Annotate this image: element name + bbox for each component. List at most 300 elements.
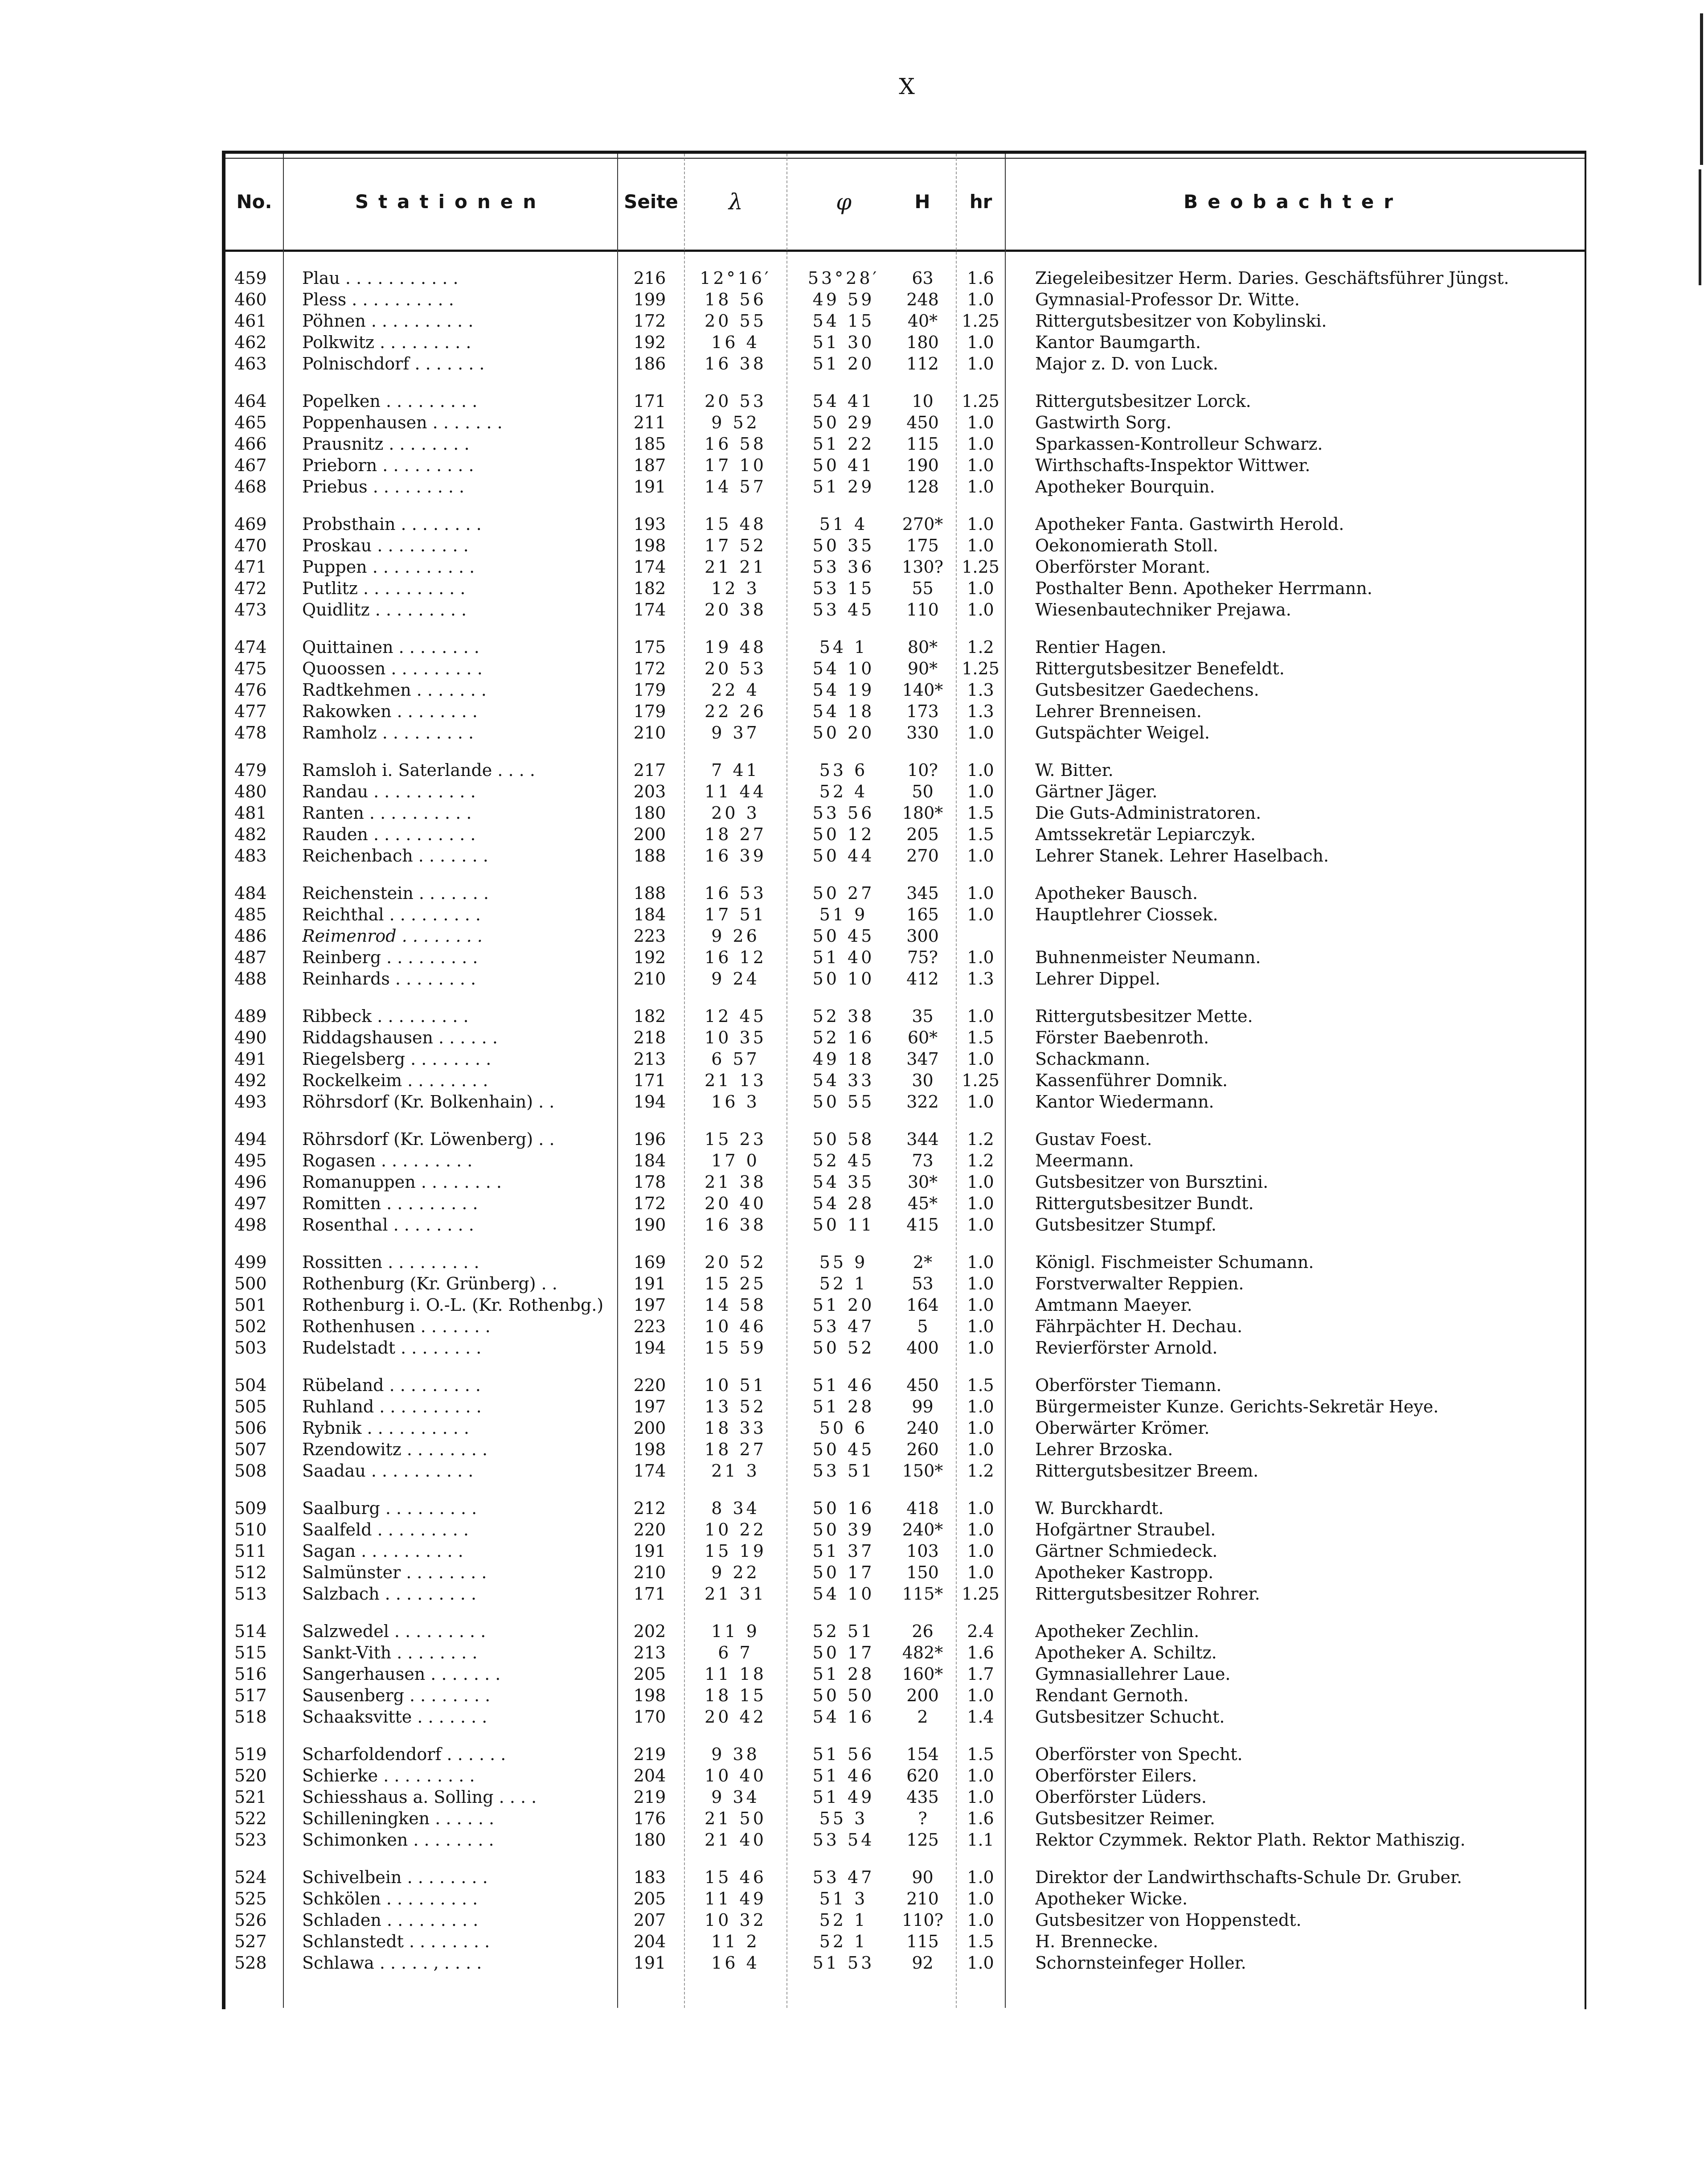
observer: Gutsbesitzer von Hoppenstedt. xyxy=(1035,1910,1302,1930)
elevation: 270* xyxy=(902,514,943,534)
longitude: 16 4 xyxy=(711,332,760,352)
station-number: 476 xyxy=(234,680,267,700)
latitude: 53°28′ xyxy=(807,268,880,288)
table-row xyxy=(226,1273,1581,1294)
longitude: 6 57 xyxy=(711,1049,760,1069)
longitude: 11 44 xyxy=(704,782,766,801)
latitude: 50 55 xyxy=(812,1092,875,1112)
longitude: 21 40 xyxy=(704,1830,766,1850)
station-number: 506 xyxy=(234,1418,267,1438)
longitude: 9 38 xyxy=(711,1744,760,1764)
observer: Oberförster Lüders. xyxy=(1035,1787,1207,1807)
table-row xyxy=(226,455,1581,476)
station-number: 461 xyxy=(234,311,267,331)
latitude: 53 47 xyxy=(812,1317,875,1336)
observer: Apotheker Kastropp. xyxy=(1035,1563,1214,1582)
table-row xyxy=(226,310,1581,332)
page-ref: 174 xyxy=(633,557,666,577)
station-name: Poppenhausen . . . . . . . xyxy=(302,413,503,432)
gauge-height: 1.0 xyxy=(967,1953,994,1973)
latitude: 54 1 xyxy=(819,637,868,657)
observer: Rittergutsbesitzer von Kobylinski. xyxy=(1035,311,1327,331)
observer: Meermann. xyxy=(1035,1151,1134,1170)
longitude: 18 15 xyxy=(704,1686,766,1705)
latitude: 52 1 xyxy=(819,1932,868,1951)
elevation: 205 xyxy=(906,825,939,844)
table-row xyxy=(226,390,1581,412)
elevation: 180 xyxy=(906,332,939,352)
latitude: 51 56 xyxy=(812,1744,875,1764)
observer: Oberförster von Specht. xyxy=(1035,1744,1243,1764)
table-row xyxy=(226,1867,1581,1888)
station-number: 492 xyxy=(234,1071,267,1090)
page-ref: 212 xyxy=(633,1498,666,1518)
latitude: 50 10 xyxy=(812,969,875,989)
gauge-height: 1.5 xyxy=(967,1375,994,1395)
station-number: 489 xyxy=(234,1006,267,1026)
gauge-height: 1.0 xyxy=(967,1889,994,1908)
longitude: 9 26 xyxy=(711,926,760,946)
page-ref: 200 xyxy=(633,825,666,844)
station-name: Putlitz . . . . . . . . . . xyxy=(302,579,466,598)
station-name: Schladen . . . . . . . . . xyxy=(302,1910,479,1930)
latitude: 50 29 xyxy=(812,413,875,432)
page-ref: 191 xyxy=(633,1953,666,1973)
elevation: 240* xyxy=(902,1520,943,1539)
latitude: 52 1 xyxy=(819,1910,868,1930)
page-ref: 210 xyxy=(633,1563,666,1582)
gauge-height: 1.5 xyxy=(967,1744,994,1764)
page-ref: 197 xyxy=(633,1295,666,1315)
station-name: Rossitten . . . . . . . . . xyxy=(302,1252,479,1272)
longitude: 7 41 xyxy=(711,760,760,780)
page-ref: 203 xyxy=(633,782,666,801)
station-number: 486 xyxy=(234,926,267,946)
row-group xyxy=(226,1375,1581,1482)
station-number: 485 xyxy=(234,905,267,924)
elevation: 80* xyxy=(907,637,938,657)
observer: Rittergutsbesitzer Breem. xyxy=(1035,1461,1259,1481)
page-ref: 174 xyxy=(633,600,666,620)
page-ref: 180 xyxy=(633,1830,666,1850)
page-ref: 219 xyxy=(633,1787,666,1807)
station-number: 460 xyxy=(234,290,267,309)
station-name: Rübeland . . . . . . . . . xyxy=(302,1375,481,1395)
longitude: 12 3 xyxy=(711,579,760,598)
table-row xyxy=(226,1952,1581,1974)
observer: W. Burckhardt. xyxy=(1035,1498,1164,1518)
page-ref: 175 xyxy=(633,637,666,657)
station-name: Plau . . . . . . . . . . . xyxy=(302,268,459,288)
longitude: 10 46 xyxy=(704,1317,766,1336)
elevation: 450 xyxy=(906,413,939,432)
gauge-height: 1.0 xyxy=(967,1541,994,1561)
observer: Königl. Fischmeister Schumann. xyxy=(1035,1252,1314,1272)
elevation: 150 xyxy=(906,1563,939,1582)
station-number: 467 xyxy=(234,456,267,475)
gauge-height: 1.2 xyxy=(967,1129,994,1149)
observer: Oekonomierath Stoll. xyxy=(1035,536,1218,555)
page-ref: 210 xyxy=(633,969,666,989)
page-ref: 172 xyxy=(633,1194,666,1213)
longitude: 9 52 xyxy=(711,413,760,432)
latitude: 52 16 xyxy=(812,1028,875,1047)
page-ref: 180 xyxy=(633,803,666,823)
observer: Gymnasiallehrer Laue. xyxy=(1035,1664,1231,1684)
gauge-height: 1.0 xyxy=(967,1006,994,1026)
station-name: Randau . . . . . . . . . . xyxy=(302,782,476,801)
page-ref: 188 xyxy=(633,846,666,866)
gauge-height: 1.0 xyxy=(967,456,994,475)
station-name: Romitten . . . . . . . . . xyxy=(302,1194,478,1213)
gauge-height: 1.0 xyxy=(967,846,994,866)
observer: Gutspächter Weigel. xyxy=(1035,723,1210,743)
station-name: Saadau . . . . . . . . . . xyxy=(302,1461,474,1481)
station-name: Romanuppen . . . . . . . . xyxy=(302,1172,502,1192)
page-ref: 171 xyxy=(633,391,666,411)
elevation: 450 xyxy=(906,1375,939,1395)
latitude: 53 47 xyxy=(812,1867,875,1887)
longitude: 11 2 xyxy=(711,1932,760,1951)
longitude: 20 38 xyxy=(704,600,766,620)
gauge-height: 1.0 xyxy=(967,1686,994,1705)
page-ref: 220 xyxy=(633,1520,666,1539)
page-ref: 184 xyxy=(633,905,666,924)
elevation: 345 xyxy=(906,883,939,903)
elevation: 330 xyxy=(906,723,939,743)
station-name: Saalburg . . . . . . . . . xyxy=(302,1498,477,1518)
longitude: 15 46 xyxy=(704,1867,766,1887)
gauge-height: 1.2 xyxy=(967,637,994,657)
latitude: 51 20 xyxy=(812,1295,875,1315)
longitude: 17 51 xyxy=(704,905,766,924)
observer: Apotheker A. Schiltz. xyxy=(1035,1643,1217,1662)
gauge-height: 1.25 xyxy=(962,391,999,411)
gauge-height: 1.0 xyxy=(967,1910,994,1930)
station-number: 507 xyxy=(234,1440,267,1459)
elevation: 260 xyxy=(906,1440,939,1459)
station-name: Reichenbach . . . . . . . xyxy=(302,846,488,866)
station-name: Ramsloh i. Saterlande . . . . xyxy=(302,760,535,780)
table-row xyxy=(226,1048,1581,1070)
station-number: 470 xyxy=(234,536,267,555)
table-row xyxy=(226,1808,1581,1829)
observer: Gutsbesitzer Schucht. xyxy=(1035,1707,1225,1727)
table-row xyxy=(226,1519,1581,1540)
table-row xyxy=(226,1294,1581,1316)
gauge-height: 1.0 xyxy=(967,1867,994,1887)
elevation: 10 xyxy=(912,391,934,411)
latitude: 51 9 xyxy=(819,905,868,924)
station-name: Puppen . . . . . . . . . . xyxy=(302,557,475,577)
table-row xyxy=(226,1337,1581,1358)
page-ref: 183 xyxy=(633,1867,666,1887)
station-name: Schilleningken . . . . . . xyxy=(302,1809,495,1828)
observer: Rittergutsbesitzer Mette. xyxy=(1035,1006,1253,1026)
row-group xyxy=(226,267,1581,374)
elevation: 270 xyxy=(906,846,939,866)
longitude: 16 4 xyxy=(711,1953,760,1973)
page-ref: 194 xyxy=(633,1092,666,1112)
station-name: Prausnitz . . . . . . . . xyxy=(302,434,470,454)
station-name: Sankt-Vith . . . . . . . . xyxy=(302,1643,478,1662)
gauge-height: 1.0 xyxy=(967,1397,994,1416)
gauge-height: 1.0 xyxy=(967,723,994,743)
gauge-height: 1.0 xyxy=(967,477,994,497)
gauge-height: 1.6 xyxy=(967,1643,994,1662)
station-name: Proskau . . . . . . . . . xyxy=(302,536,469,555)
table-row xyxy=(226,658,1581,679)
latitude: 50 39 xyxy=(812,1520,875,1539)
gauge-height: 1.0 xyxy=(967,1498,994,1518)
gauge-height: 1.5 xyxy=(967,825,994,844)
station-number: 491 xyxy=(234,1049,267,1069)
station-name: Reichthal . . . . . . . . . xyxy=(302,905,481,924)
station-number: 502 xyxy=(234,1317,267,1336)
table-row xyxy=(226,1786,1581,1808)
latitude: 51 4 xyxy=(819,514,868,534)
station-name: Reichenstein . . . . . . . xyxy=(302,883,489,903)
gauge-height: 1.0 xyxy=(967,1418,994,1438)
elevation: 435 xyxy=(906,1787,939,1807)
longitude: 21 38 xyxy=(704,1172,766,1192)
station-name: Rauden . . . . . . . . . . xyxy=(302,825,476,844)
elevation: 165 xyxy=(906,905,939,924)
station-name: Schlawa . . . . . , . . . . xyxy=(302,1953,482,1973)
elevation: 30 xyxy=(912,1071,934,1090)
elevation: 90 xyxy=(912,1867,934,1887)
elevation: 115 xyxy=(906,434,939,454)
latitude: 50 16 xyxy=(812,1498,875,1518)
page-ref: 218 xyxy=(633,1028,666,1047)
station-name: Rockelkeim . . . . . . . . xyxy=(302,1071,488,1090)
gauge-height: 1.6 xyxy=(967,268,994,288)
observer: Revierförster Arnold. xyxy=(1035,1338,1218,1358)
station-number: 468 xyxy=(234,477,267,497)
latitude: 54 28 xyxy=(812,1194,875,1213)
station-name: Rothenburg i. O.-L. (Kr. Rothenbg.) xyxy=(302,1295,604,1315)
station-name: Rothenburg (Kr. Grünberg) . . xyxy=(302,1274,557,1293)
latitude: 54 19 xyxy=(812,680,875,700)
station-number: 459 xyxy=(234,268,267,288)
station-name: Salzwedel . . . . . . . . . xyxy=(302,1621,486,1641)
table-row xyxy=(226,1005,1581,1027)
elevation: 210 xyxy=(906,1889,939,1908)
table-row xyxy=(226,1621,1581,1642)
page-ref: 186 xyxy=(633,354,666,373)
elevation: 482* xyxy=(902,1643,943,1662)
latitude: 51 37 xyxy=(812,1541,875,1561)
row-group xyxy=(226,390,1581,497)
station-number: 464 xyxy=(234,391,267,411)
page-ref: 202 xyxy=(633,1621,666,1641)
observer: Rittergutsbesitzer Benefeldt. xyxy=(1035,659,1285,678)
table-row xyxy=(226,925,1581,947)
station-number: 480 xyxy=(234,782,267,801)
table-row xyxy=(226,904,1581,925)
elevation: 140* xyxy=(902,680,943,700)
gauge-height: 2.4 xyxy=(967,1621,994,1641)
header-rule xyxy=(222,250,1585,252)
observer: Sparkassen-Kontrolleur Schwarz. xyxy=(1035,434,1323,454)
latitude: 53 54 xyxy=(812,1830,875,1850)
table-row xyxy=(226,1931,1581,1952)
latitude: 52 45 xyxy=(812,1151,875,1170)
station-name: Priebus . . . . . . . . . xyxy=(302,477,465,497)
page-ref: 223 xyxy=(633,1317,666,1336)
latitude: 50 44 xyxy=(812,846,875,866)
observer: Gärtner Schmiedeck. xyxy=(1035,1541,1218,1561)
latitude: 51 40 xyxy=(812,948,875,967)
gauge-height: 1.25 xyxy=(962,311,999,331)
station-number: 477 xyxy=(234,702,267,721)
elevation: 415 xyxy=(906,1215,939,1235)
latitude: 51 46 xyxy=(812,1375,875,1395)
longitude: 16 12 xyxy=(704,948,766,967)
elevation: 175 xyxy=(906,536,939,555)
station-name: Schierke . . . . . . . . . xyxy=(302,1766,475,1785)
elevation: 150* xyxy=(902,1461,943,1481)
table-row xyxy=(226,968,1581,989)
observer: Wiesenbautechniker Prejawa. xyxy=(1035,600,1291,620)
longitude: 21 31 xyxy=(704,1584,766,1604)
station-number: 473 xyxy=(234,600,267,620)
row-group xyxy=(226,1621,1581,1728)
latitude: 54 33 xyxy=(812,1071,875,1090)
observer: Oberförster Morant. xyxy=(1035,557,1211,577)
station-number: 484 xyxy=(234,883,267,903)
latitude: 51 22 xyxy=(812,434,875,454)
longitude: 21 21 xyxy=(704,557,766,577)
page-ref: 223 xyxy=(633,926,666,946)
longitude: 16 38 xyxy=(704,354,766,373)
row-group xyxy=(226,636,1581,743)
longitude: 10 40 xyxy=(704,1766,766,1785)
longitude: 17 52 xyxy=(704,536,766,555)
station-number: 528 xyxy=(234,1953,267,1973)
elevation: 164 xyxy=(906,1295,939,1315)
station-number: 501 xyxy=(234,1295,267,1315)
observer: Gymnasial-Professor Dr. Witte. xyxy=(1035,290,1300,309)
table-row xyxy=(226,1070,1581,1091)
page-ref: 182 xyxy=(633,579,666,598)
longitude: 22 26 xyxy=(704,702,766,721)
station-name: Reimenrod . . . . . . . . xyxy=(302,926,483,946)
observer: Hauptlehrer Ciossek. xyxy=(1035,905,1218,924)
observer: Hofgärtner Straubel. xyxy=(1035,1520,1216,1539)
gauge-height: 1.5 xyxy=(967,803,994,823)
elevation: 50 xyxy=(912,782,934,801)
elevation: 5 xyxy=(917,1317,928,1336)
station-number: 500 xyxy=(234,1274,267,1293)
observer: Wirthschafts-Inspektor Wittwer. xyxy=(1035,456,1311,475)
elevation: 128 xyxy=(906,477,939,497)
table-row xyxy=(226,781,1581,802)
station-name: Polkwitz . . . . . . . . . xyxy=(302,332,471,352)
longitude: 21 13 xyxy=(704,1071,766,1090)
latitude: 52 4 xyxy=(819,782,868,801)
page-ref: 172 xyxy=(633,311,666,331)
gauge-height: 1.0 xyxy=(967,1215,994,1235)
table-row xyxy=(226,1193,1581,1214)
gauge-height: 1.0 xyxy=(967,1520,994,1539)
gauge-height: 1.0 xyxy=(967,883,994,903)
station-name: Rakowken . . . . . . . . xyxy=(302,702,478,721)
station-name: Polnischdorf . . . . . . . xyxy=(302,354,485,373)
latitude: 50 11 xyxy=(812,1215,875,1235)
row-group xyxy=(226,1744,1581,1851)
station-number: 526 xyxy=(234,1910,267,1930)
elevation: 160* xyxy=(902,1664,943,1684)
gauge-height: 1.0 xyxy=(967,1049,994,1069)
table-row xyxy=(226,1417,1581,1439)
station-number: 517 xyxy=(234,1686,267,1705)
longitude: 20 55 xyxy=(704,311,766,331)
page-ref: 211 xyxy=(633,413,666,432)
latitude: 50 45 xyxy=(812,926,875,946)
latitude: 50 50 xyxy=(812,1686,875,1705)
page-ref: 179 xyxy=(633,680,666,700)
elevation: 200 xyxy=(906,1686,939,1705)
latitude: 53 56 xyxy=(812,803,875,823)
gauge-height: 1.6 xyxy=(967,1809,994,1828)
scan-edge-mark xyxy=(1700,13,1703,165)
page-ref: 187 xyxy=(633,456,666,475)
station-name: Ranten . . . . . . . . . . xyxy=(302,803,472,823)
observer: Oberförster Eilers. xyxy=(1035,1766,1197,1785)
station-name: Schkölen . . . . . . . . . xyxy=(302,1889,478,1908)
table-row xyxy=(226,1642,1581,1663)
observer: Oberwärter Krömer. xyxy=(1035,1418,1210,1438)
station-name: Schiesshaus a. Solling . . . . xyxy=(302,1787,537,1807)
latitude: 54 10 xyxy=(812,659,875,678)
latitude: 49 59 xyxy=(812,290,875,309)
elevation: 110? xyxy=(902,1910,943,1930)
table-row xyxy=(226,1252,1581,1273)
table-row xyxy=(226,1909,1581,1931)
table-row xyxy=(226,599,1581,620)
table-top-rule xyxy=(222,151,1585,154)
table-row xyxy=(226,1027,1581,1048)
station-number: 497 xyxy=(234,1194,267,1213)
observer: Lehrer Brzoska. xyxy=(1035,1440,1173,1459)
longitude: 18 56 xyxy=(704,290,766,309)
elevation: 73 xyxy=(912,1151,934,1170)
table-row xyxy=(226,1706,1581,1728)
observer: Die Guts-Administratoren. xyxy=(1035,803,1262,823)
station-name: Quoossen . . . . . . . . . xyxy=(302,659,483,678)
table-row xyxy=(226,1439,1581,1460)
station-name: Riegelsberg . . . . . . . . xyxy=(302,1049,492,1069)
station-name: Probsthain . . . . . . . . xyxy=(302,514,482,534)
gauge-height: 1.0 xyxy=(967,514,994,534)
table-row xyxy=(226,722,1581,743)
page-ref: 194 xyxy=(633,1338,666,1358)
latitude: 53 51 xyxy=(812,1461,875,1481)
observer: Amtssekretär Lepiarczyk. xyxy=(1035,825,1256,844)
station-number: 465 xyxy=(234,413,267,432)
station-number: 511 xyxy=(234,1541,267,1561)
page-ref: 213 xyxy=(633,1049,666,1069)
latitude: 52 1 xyxy=(819,1274,868,1293)
gauge-height: 1.0 xyxy=(967,1274,994,1293)
header-hr: hr xyxy=(969,191,992,213)
observer: Kantor Baumgarth. xyxy=(1035,332,1201,352)
gauge-height: 1.0 xyxy=(967,1787,994,1807)
longitude: 15 25 xyxy=(704,1274,766,1293)
page-ref: 198 xyxy=(633,1440,666,1459)
elevation: 90* xyxy=(907,659,938,678)
